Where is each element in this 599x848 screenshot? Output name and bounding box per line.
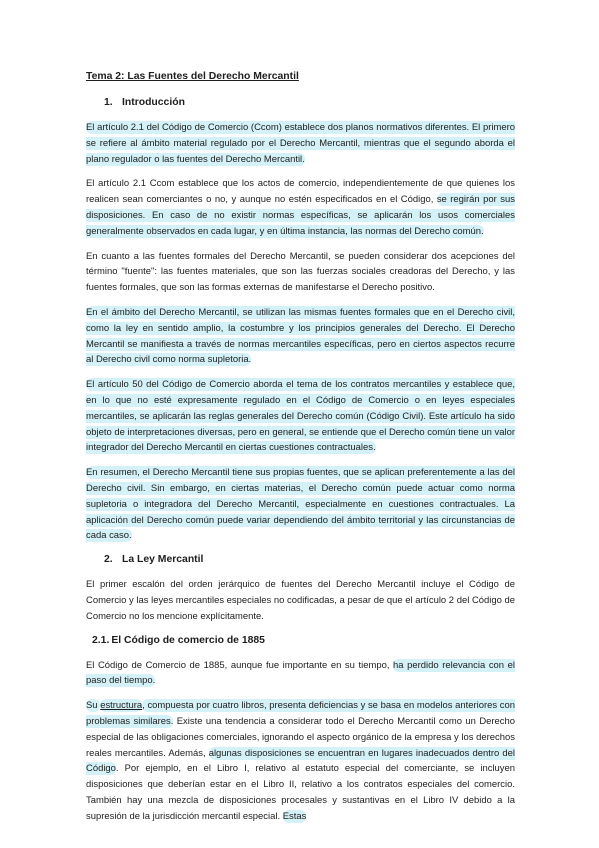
section-heading-codigo-comercio (86, 634, 515, 648)
highlight: Su (86, 700, 101, 712)
highlight: Estas (282, 810, 307, 822)
text-run: En cuanto a las fuentes formales del Derecho Mercantil, se pueden considerar dos acepciones del término "fuente": las fuentes materiales, que son las fuerzas sociales creadoras del Derecho, y las fuentes formales, que son las formas externas de manifestarse el Derecho positivo. (86, 250, 515, 294)
paragraph (86, 120, 515, 167)
text-run: Existe una tendencia a considerar todo el Derecho Mercantil como un Derecho especial de las obligaciones comerciales, ignorando el aspecto orgánico de la empresa y los derechos reales mercantiles. Además, (86, 715, 515, 759)
paragraph (86, 465, 515, 544)
paragraph (86, 698, 515, 824)
text-run: El artículo 2.1 Ccom establece que los actos de comercio, independientemente de que quienes los realicen sean comerciantes o no, y aunque no estén especificados en el Código, (86, 178, 515, 206)
section-number: 1. (104, 97, 113, 108)
text-run: . Por ejemplo, en el Libro I, relativo al estatuto especial del comerciante, se incluyen disposiciones que deberían estar en el Libro II, relativo a los contratos especiales del comercio. También hay una mezcla de disposiciones procesales y sustantivas en el Libro IV debido a la supresión de la jurisdicción mercantil especial. (86, 763, 515, 822)
highlight: ha perdido relevancia con el paso del tiempo. (86, 659, 515, 687)
highlight: En resumen, el Derecho Mercantil tiene sus propias fuentes, que se aplican preferentemente a las del Derecho civil. Sin embargo, en ciertas materias, el Derecho común puede actuar como norma supletoria o integradora del Derecho Mercantil, especialmente en cuestiones contractuales. La aplicación del Derecho común puede variar dependiendo del ámbito territorial y las circunstancias de cada caso. (86, 467, 515, 542)
text-run: El Código de Comercio de 1885, aunque fue importante en su tiempo, (86, 659, 394, 671)
section-title: La Ley Mercantil (122, 554, 204, 566)
section-title: El Código de comercio de 1885 (111, 634, 265, 646)
section-title: Introducción (122, 97, 185, 108)
section-heading-ley-mercantil (86, 553, 515, 567)
section-number: 2. (104, 554, 113, 566)
paragraph (86, 176, 515, 239)
highlight: El artículo 50 del Código de Comercio aborda el tema de los contratos mercantiles y establece que, en lo que no esté expresamente regulado en el Código de Comercio o en leyes especiales mercantiles, se aplicarán las reglas generales del Derecho común (Código Civil). Este artículo ha sido objeto de interpretaciones diversas, pero en general, se entiende que el Derecho común tiene un valor integrador del Derecho Mercantil en ciertas cuestiones contractuales. (86, 379, 515, 454)
highlight: En el ámbito del Derecho Mercantil, se utilizan las mismas fuentes formales que en el Derecho civil, como la ley en sentido amplio, la costumbre y los principios generales del Derecho. El Derecho Mercantil se manifiesta a través de normas mercantiles específicas, pero en ciertos aspectos recurre al Derecho civil como norma supletoria. (86, 306, 515, 366)
paragraph (86, 377, 515, 456)
paragraph (86, 577, 515, 624)
paragraph (86, 249, 515, 296)
highlight: algunas disposiciones se encuentran en lugares inadecuados dentro del Código (86, 747, 515, 775)
text-run: El primer escalón del orden jerárquico de fuentes del Derecho Mercantil incluye el Código de Comercio y las leyes mercantiles especiales no codificadas, a pesar de que el artículo 2 del Código de Comercio no los mencione explícitamente. (86, 579, 515, 622)
highlight: se regirán por sus disposiciones. En caso de no existir normas específicas, se aplicarán los usos comerciales generalmente observados en cada lugar, y en última instancia, las normas del Derecho común. (86, 194, 515, 237)
paragraph (86, 305, 515, 368)
section-number: 2.1. (92, 634, 110, 646)
highlight: , compuesta por cuatro libros, presenta deficiencias y se basa en modelos anteriores con problemas similares. (86, 700, 515, 727)
document-title: Tema 2: Las Fuentes del Derecho Mercantil (86, 71, 299, 82)
highlight-underlined: estructura (100, 700, 143, 712)
highlight: El artículo 2.1 del Código de Comercio (Ccom) establece dos planos normativos diferentes. El primero se refiere al ámbito material regulado por el Derecho Mercantil, mientras que el segundo aborda el plano regulador o las fuentes del Derecho Mercantil. (86, 122, 515, 165)
paragraph (86, 658, 515, 690)
section-heading-introduccion (86, 96, 515, 110)
